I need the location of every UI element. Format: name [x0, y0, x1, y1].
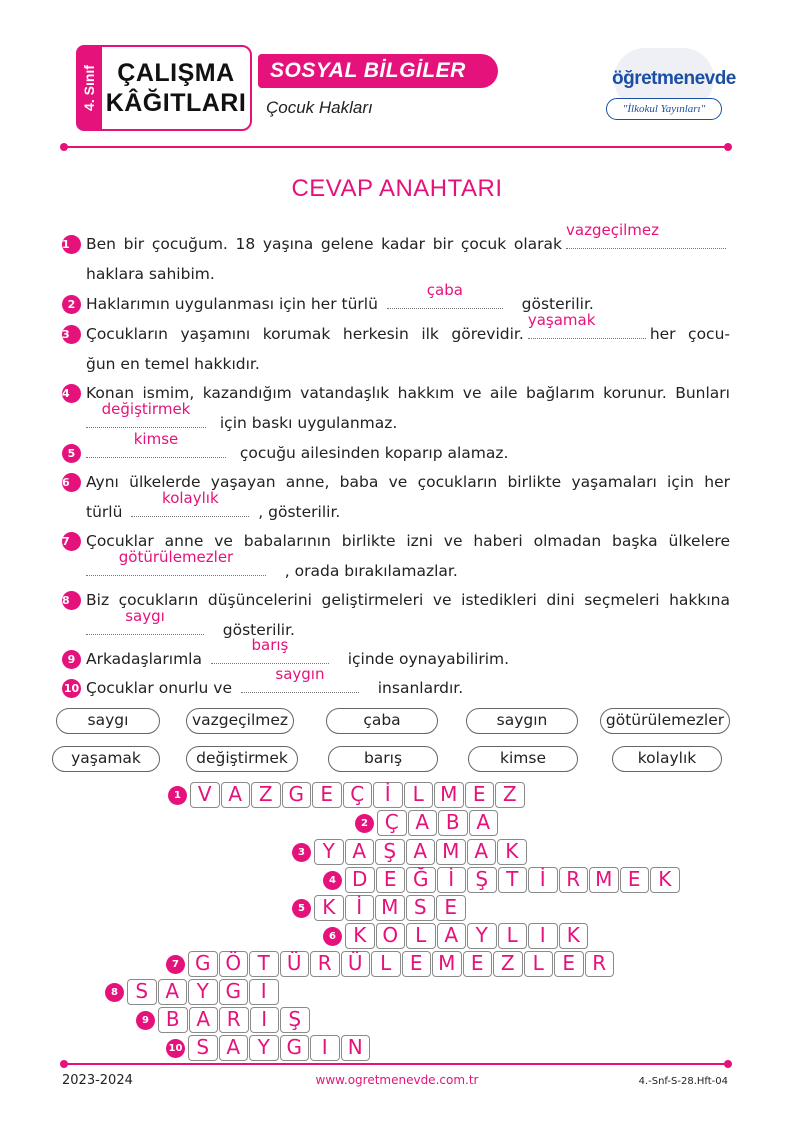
- puzzle-cell: G: [282, 782, 312, 808]
- puzzle-cell: G: [280, 1035, 310, 1061]
- puzzle-cell: G: [219, 979, 249, 1005]
- title-line-2: KÂĞITLARI: [105, 89, 247, 117]
- question-text: Konan ismim, kazandığım vatandaşlık hakkım ve aile bağlarım korunur. Bunları: [86, 384, 730, 402]
- puzzle-row-10: [166, 1035, 371, 1061]
- puzzle-cell: Y: [188, 979, 218, 1005]
- question-number: 5: [62, 444, 81, 463]
- puzzle-cell: K: [314, 895, 344, 921]
- puzzle-cell: S: [188, 1035, 218, 1061]
- question-10: [62, 665, 730, 703]
- worksheet-title-box: [100, 45, 252, 131]
- puzzle-cell: G: [188, 951, 218, 977]
- question-number: 10: [62, 679, 81, 698]
- answer-blank: [86, 430, 226, 458]
- puzzle-cell: K: [650, 867, 680, 893]
- puzzle-number: 7: [166, 955, 185, 974]
- question-6: [62, 467, 730, 527]
- answer-text: kolaylık: [162, 489, 219, 507]
- puzzle-cell: Y: [467, 923, 497, 949]
- publisher-logo: [606, 46, 736, 126]
- puzzle-cell: I: [528, 923, 558, 949]
- puzzle-cell: I: [249, 979, 279, 1005]
- puzzle-cell: L: [524, 951, 554, 977]
- puzzle-cell: M: [436, 839, 466, 865]
- puzzle-cell: M: [589, 867, 619, 893]
- word-bank-chip: değiştirmek: [186, 746, 298, 772]
- puzzle-cell: K: [559, 923, 589, 949]
- puzzle-cell: A: [437, 923, 467, 949]
- puzzle-row-3: [292, 839, 528, 865]
- puzzle-cell: A: [158, 979, 188, 1005]
- puzzle-cell: A: [406, 839, 436, 865]
- question-text: Çocukların yaşamını korumak herkesin ilk görevidir.: [86, 325, 524, 343]
- puzzle-cell: L: [498, 923, 528, 949]
- question-text: Biz çocukların düşüncelerini geliştirmeleri ve istedikleri dini seçmeleri hakkına: [86, 591, 730, 609]
- puzzle-number: 9: [136, 1011, 155, 1030]
- answer-blank: [566, 221, 726, 249]
- puzzle-cell: Z: [251, 782, 281, 808]
- answer-text: değiştirmek: [101, 400, 191, 418]
- puzzle-cell: D: [345, 867, 375, 893]
- puzzle-cell: Z: [493, 951, 523, 977]
- word-bank-chip: götürülemezler: [600, 708, 730, 734]
- puzzle-cell: E: [402, 951, 432, 977]
- word-bank-chip: barış: [328, 746, 438, 772]
- puzzle-row-9: [136, 1007, 311, 1033]
- puzzle-cell: S: [127, 979, 157, 1005]
- subject-banner: SOSYAL BİLGİLER: [258, 54, 498, 88]
- puzzle-row-5: [292, 895, 467, 921]
- puzzle-number: 2: [355, 814, 374, 833]
- puzzle-cell: A: [345, 839, 375, 865]
- puzzle-cell: Ş: [467, 867, 497, 893]
- puzzle-row-8: [105, 979, 280, 1005]
- title-line-1: ÇALIŞMA: [117, 59, 235, 87]
- question-number: 3: [62, 325, 81, 344]
- answer-blank: [131, 489, 249, 517]
- word-bank-chip: yaşamak: [52, 746, 160, 772]
- question-number: 8: [62, 591, 81, 610]
- topic-label: Çocuk Hakları: [266, 98, 373, 117]
- answer-text: barış: [251, 636, 289, 654]
- question-text: insanlardır.: [377, 679, 464, 697]
- question-text: türlü: [86, 503, 123, 521]
- question-9: [62, 636, 730, 674]
- puzzle-cell: B: [158, 1007, 188, 1033]
- word-bank-chip: saygın: [466, 708, 578, 734]
- answer-blank: [527, 311, 646, 339]
- puzzle-cell: İ: [528, 867, 558, 893]
- question-text: ğun en temel hakkıdır.: [86, 355, 260, 373]
- puzzle-number: 5: [292, 899, 311, 918]
- page-title: CEVAP ANAHTARI: [291, 175, 503, 202]
- question-line: [62, 607, 730, 645]
- question-text: Çocuklar anne ve babalarının birlikte izni ve haberi olmadan başka ülkelere: [86, 532, 730, 550]
- puzzle-cell: M: [434, 782, 464, 808]
- word-bank-chip: kimse: [468, 746, 578, 772]
- word-bank-chip: çaba: [326, 708, 438, 734]
- puzzle-cell: E: [376, 867, 406, 893]
- answer-text: götürülemezler: [118, 548, 234, 566]
- puzzle-row-4: [323, 867, 681, 893]
- grade-tab: [76, 45, 102, 131]
- puzzle-cell: Ç: [377, 810, 407, 836]
- puzzle-cell: T: [249, 951, 279, 977]
- puzzle-cell: M: [432, 951, 462, 977]
- puzzle-number: 1: [168, 786, 187, 805]
- answer-text: yaşamak: [527, 311, 596, 329]
- footer-code: 4.-Snf-S-28.Hft-04: [638, 1076, 728, 1087]
- puzzle-cell: M: [375, 895, 405, 921]
- puzzle-cell: I: [310, 1035, 340, 1061]
- puzzle-cell: E: [620, 867, 650, 893]
- puzzle-row-2: [355, 810, 499, 836]
- puzzle-cell: K: [345, 923, 375, 949]
- answer-text: vazgeçilmez: [566, 221, 659, 239]
- puzzle-cell: S: [406, 895, 436, 921]
- question-text: Ben bir çocuğum. 18 yaşına gelene kadar bir çocuk olarak: [86, 235, 562, 253]
- question-text: Aynı ülkelerde yaşayan anne, baba ve çocukların birlikte yaşamaları için her: [86, 473, 730, 491]
- answer-text: kimse: [133, 430, 179, 448]
- word-bank-chip: kolaylık: [612, 746, 722, 772]
- answer-blank: [241, 665, 359, 693]
- question-number: 2: [62, 295, 81, 314]
- question-number: 1: [62, 235, 81, 254]
- question-text: her çocu-: [649, 325, 730, 343]
- question-number: 9: [62, 650, 81, 669]
- question-line: [62, 665, 730, 703]
- puzzle-cell: L: [404, 782, 434, 808]
- puzzle-cell: Ş: [280, 1007, 310, 1033]
- question-text: , orada bırakılamazlar.: [284, 562, 458, 580]
- question-3: [62, 311, 730, 379]
- puzzle-cell: Y: [249, 1035, 279, 1061]
- puzzle-cell: T: [498, 867, 528, 893]
- puzzle-cell: I: [250, 1007, 280, 1033]
- footer-url[interactable]: www.ogretmenevde.com.tr: [315, 1073, 479, 1087]
- answer-blank: [387, 281, 503, 309]
- puzzle-cell: A: [467, 839, 497, 865]
- question-line: [62, 548, 730, 586]
- puzzle-cell: E: [554, 951, 584, 977]
- question-text: Arkadaşlarımla: [86, 650, 202, 668]
- puzzle-cell: R: [219, 1007, 249, 1033]
- puzzle-cell: İ: [345, 895, 375, 921]
- puzzle-number: 3: [292, 843, 311, 862]
- question-8: [62, 585, 730, 645]
- puzzle-number: 6: [323, 927, 342, 946]
- question-text: içinde oynayabilirim.: [347, 650, 510, 668]
- puzzle-cell: R: [585, 951, 615, 977]
- puzzle-cell: İ: [437, 867, 467, 893]
- answer-blank: [86, 607, 204, 635]
- puzzle-cell: İ: [373, 782, 403, 808]
- question-text: için baskı uygulanmaz.: [219, 414, 398, 432]
- puzzle-cell: B: [438, 810, 468, 836]
- question-number: 7: [62, 532, 81, 551]
- puzzle-cell: L: [406, 923, 436, 949]
- question-number: 4: [62, 384, 81, 403]
- puzzle-cell: E: [465, 782, 495, 808]
- puzzle-cell: E: [463, 951, 493, 977]
- question-text: çocuğu ailesinden koparıp alamaz.: [239, 444, 509, 462]
- puzzle-number: 10: [166, 1039, 185, 1058]
- puzzle-cell: Ö: [219, 951, 249, 977]
- question-7: [62, 526, 730, 586]
- puzzle-cell: A: [219, 1035, 249, 1061]
- puzzle-cell: Ğ: [406, 867, 436, 893]
- puzzle-cell: N: [341, 1035, 371, 1061]
- logo-name: öğretmenevde: [612, 68, 736, 89]
- puzzle-cell: Ç: [343, 782, 373, 808]
- answer-text: saygı: [125, 607, 165, 625]
- grade-label: 4. Sınıf: [81, 65, 97, 111]
- puzzle-cell: Ş: [375, 839, 405, 865]
- word-bank-chip: saygı: [56, 708, 160, 734]
- question-line: [62, 311, 730, 349]
- puzzle-number: 8: [105, 983, 124, 1002]
- puzzle-cell: A: [469, 810, 499, 836]
- question-line: [62, 489, 730, 527]
- puzzle-number: 4: [323, 871, 342, 890]
- puzzle-cell: A: [221, 782, 251, 808]
- question-text: Haklarımın uygulanması için her türlü: [86, 295, 378, 313]
- puzzle-cell: E: [312, 782, 342, 808]
- puzzle-row-1: [168, 782, 526, 808]
- question-line: [62, 636, 730, 674]
- question-line: [62, 221, 730, 259]
- answer-text: saygın: [275, 665, 325, 683]
- answer-blank: [86, 548, 266, 576]
- question-text: gösterilir.: [222, 621, 295, 639]
- footer-year: 2023-2024: [62, 1073, 133, 1088]
- question-text: gösterilir.: [521, 295, 594, 313]
- footer-divider: [64, 1063, 728, 1065]
- question-line: [62, 430, 730, 468]
- puzzle-cell: R: [559, 867, 589, 893]
- question-number: 6: [62, 473, 81, 492]
- puzzle-cell: A: [189, 1007, 219, 1033]
- puzzle-row-6: [323, 923, 589, 949]
- puzzle-cell: E: [436, 895, 466, 921]
- puzzle-cell: Ü: [280, 951, 310, 977]
- puzzle-cell: Ü: [341, 951, 371, 977]
- question-text: haklara sahibim.: [86, 265, 215, 283]
- puzzle-cell: K: [497, 839, 527, 865]
- puzzle-cell: L: [371, 951, 401, 977]
- logo-subtitle: "İlkokul Yayınları": [606, 98, 722, 120]
- answer-text: çaba: [426, 281, 463, 299]
- question-5: [62, 430, 730, 468]
- question-text: Çocuklar onurlu ve: [86, 679, 233, 697]
- word-bank-chip: vazgeçilmez: [186, 708, 294, 734]
- puzzle-cell: Z: [495, 782, 525, 808]
- puzzle-cell: A: [408, 810, 438, 836]
- puzzle-cell: O: [376, 923, 406, 949]
- header-divider: [64, 146, 728, 148]
- puzzle-row-7: [166, 951, 615, 977]
- puzzle-cell: V: [190, 782, 220, 808]
- question-text: , gösterilir.: [258, 503, 341, 521]
- puzzle-cell: R: [310, 951, 340, 977]
- puzzle-cell: Y: [314, 839, 344, 865]
